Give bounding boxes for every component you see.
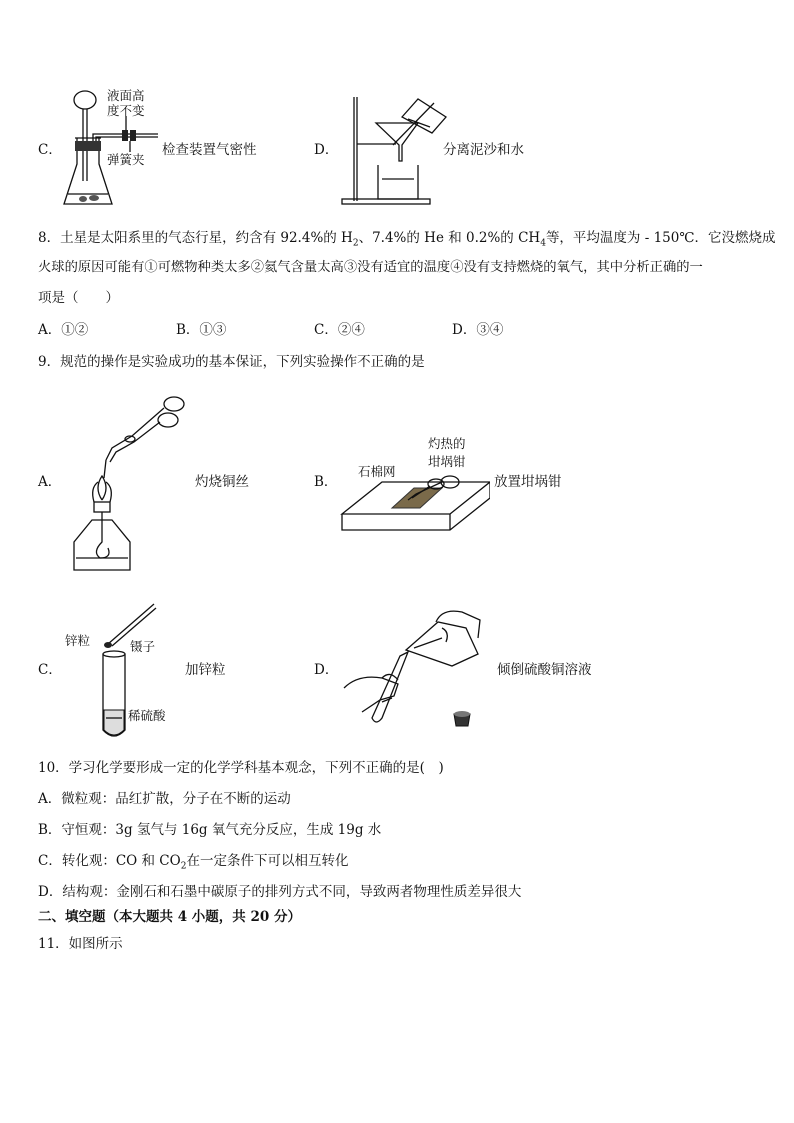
filtration-apparatus-image [338,95,448,207]
q8-line-2: 火球的原因可能有①可燃物种类太多②氦气含量太高③没有适宜的温度④没有支持燃烧的氧气，其中分析正确的一 [38,260,703,275]
q9-b-caption: 放置坩埚钳 [494,474,562,490]
q10-option-a: A．微粒观：品红扩散，分子在不断的运动 [38,791,291,807]
q8-line1-c: 等，平均温度为 - 150℃．它没燃烧成 [545,230,776,246]
q9-a-letter: A． [38,474,62,490]
pouring-solution-image [342,608,492,734]
q9-c-caption: 加锌粒 [185,662,226,678]
q10-option-d: D．结构观：金刚石和石墨中碳原子的排列方式不同，导致两者物理性质差异很大 [38,884,522,900]
q8-option-d: D．③④ [452,322,504,338]
q7-c-label-liquid-1: 液面高 [107,88,145,103]
section-2-title: 二、填空题（本大题共 4 小题，共 20 分） [38,909,301,925]
q8-option-a: A．①② [38,322,89,338]
q9-c-label-zinc: 锌粒 [65,633,91,648]
q9-d-caption: 倾倒硫酸铜溶液 [497,662,592,678]
q7-c-letter: C． [38,142,62,158]
q9-d-letter: D． [314,662,339,678]
q9-b-label-net: 石棉网 [358,464,396,479]
q9-c-letter: C． [38,662,62,678]
q7-d-caption: 分离泥沙和水 [443,142,524,158]
q9-b-label-tongs-1: 灼热的 [428,436,466,451]
q11-stem: 11．如图所示 [38,936,123,952]
q8-sub-h2: 2 [352,238,359,249]
q8-option-b: B．①③ [176,322,227,338]
q8-sub-ch4: 4 [540,238,546,249]
q10-option-b: B．守恒观：3g 氢气与 16g 氧气充分反应，生成 19g 水 [38,822,382,838]
q9-b-letter: B． [314,474,338,490]
q8-line-3: 项是（ ） [38,290,119,306]
q8-option-c: C．②④ [314,322,365,338]
q9-c-label-acid: 稀硫酸 [128,708,166,723]
alcohol-lamp-copper-wire-image [72,392,192,576]
q9-a-caption: 灼烧铜丝 [195,474,249,490]
q10-option-c-head: C．转化观：CO 和 CO [38,853,181,869]
q7-c-label-liquid-2: 度不变 [107,103,145,118]
q8-line1-b: 、7.4%的 He 和 0.2%的 CH [358,230,541,246]
q7-d-letter: D． [314,142,339,158]
q8-line1-a: 8．土星是太阳系里的气态行星，约含有 92.4%的 H [38,230,353,246]
q10-sub-co2: 2 [180,861,187,872]
q9-c-label-tweezers: 镊子 [130,639,156,654]
q9-b-label-tongs-2: 坩埚钳 [428,454,466,469]
q10-option-c [38,851,348,871]
q8-line-1 [38,228,775,248]
q7-c-caption: 检查装置气密性 [162,142,257,158]
q9-stem: 9．规范的操作是实验成功的基本保证，下列实验操作不正确的是 [38,354,425,370]
q10-stem: 10．学习化学要形成一定的化学学科基本观念，下列不正确的是( ) [38,760,444,776]
q7-c-label-clip: 弹簧夹 [107,152,145,167]
q10-option-c-tail: 在一定条件下可以相互转化 [186,853,349,869]
